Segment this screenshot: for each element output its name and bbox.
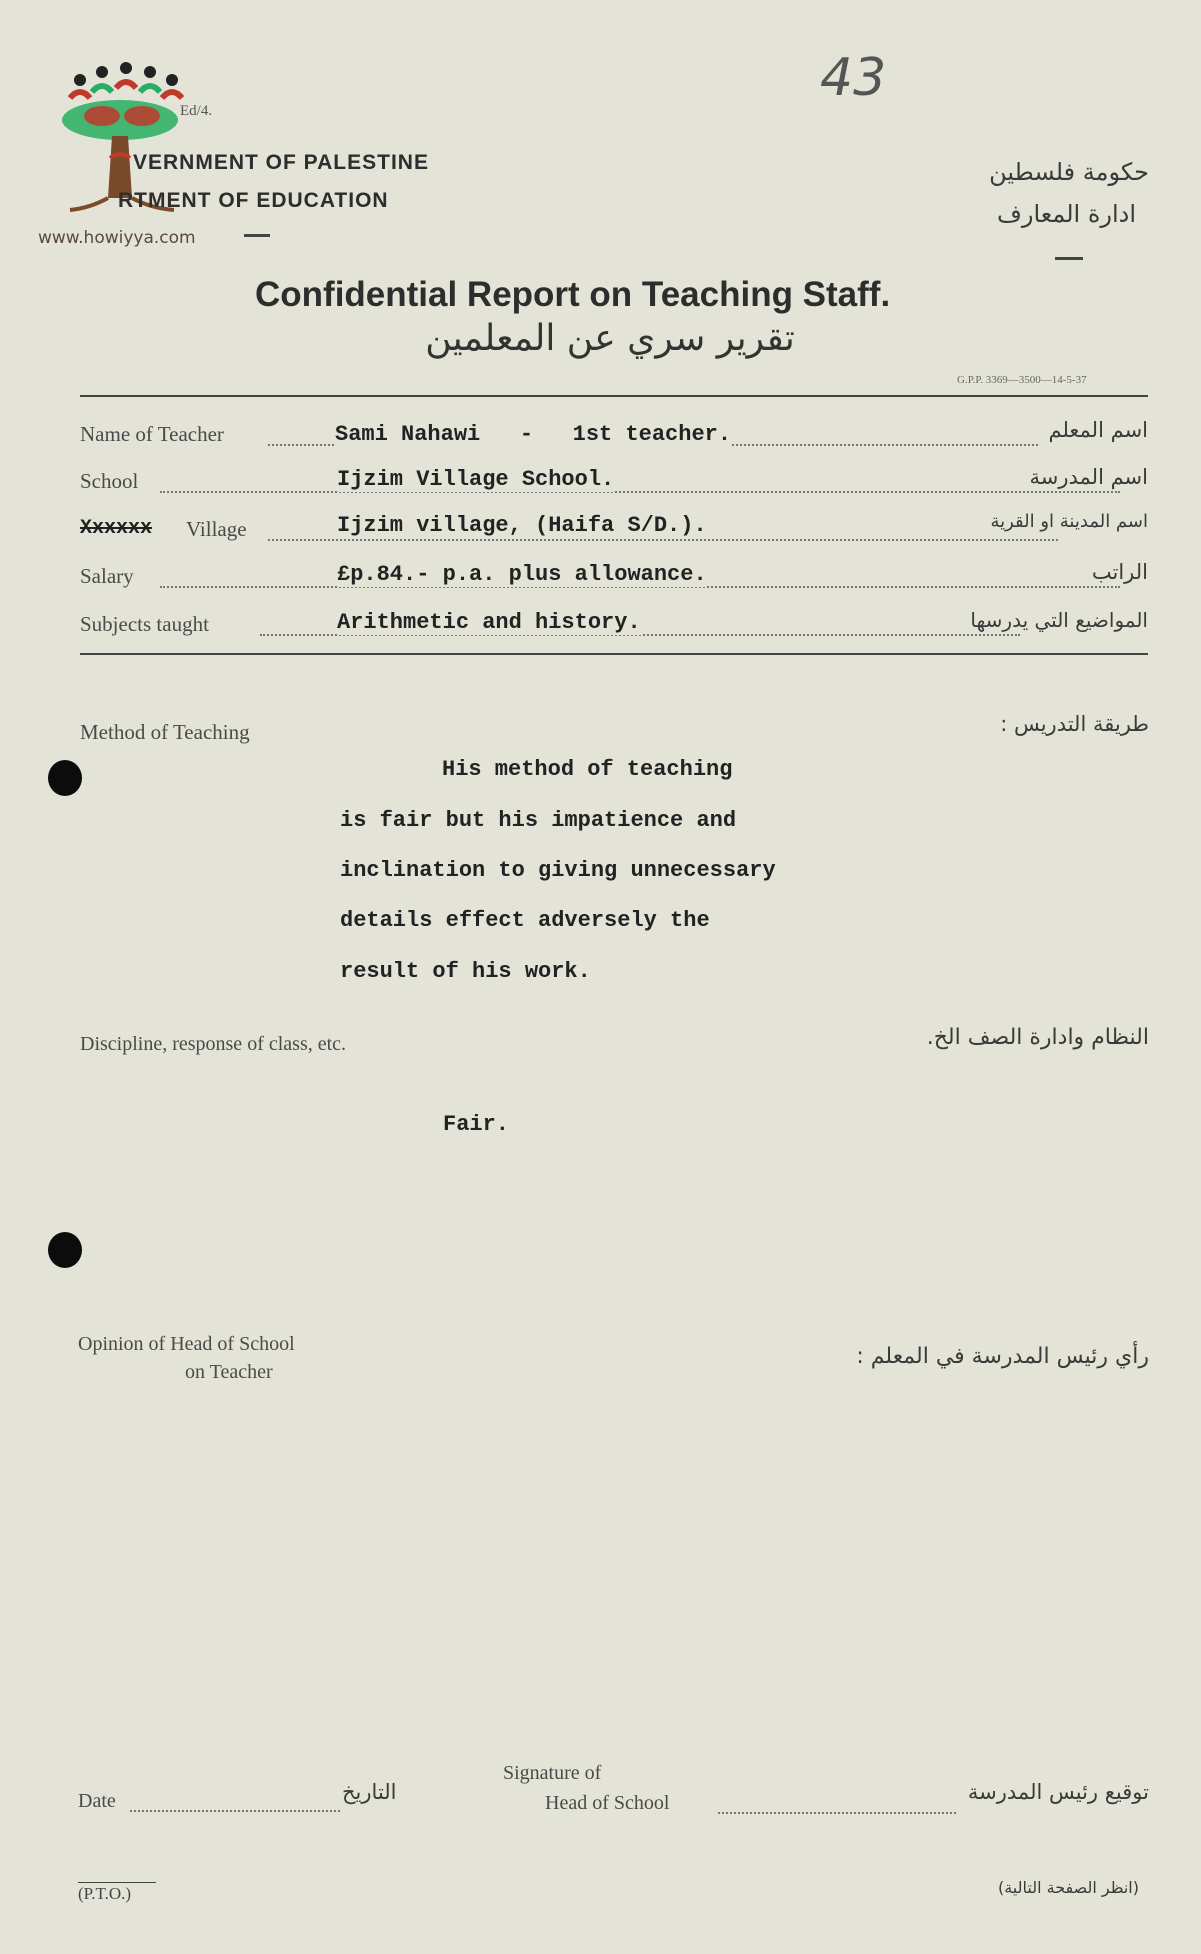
method-line-2: is fair but his impatience and xyxy=(340,808,737,833)
field-value: Ijzim Village School. xyxy=(337,467,615,492)
method-line-4: details effect adversely the xyxy=(340,908,710,933)
government-heading-arabic: حكومة فلسطين xyxy=(989,158,1149,186)
report-title-arabic: تقرير سري عن المعلمين xyxy=(425,318,795,359)
department-heading: RTMENT OF EDUCATION xyxy=(118,189,389,212)
date-dots xyxy=(130,1810,340,1812)
discipline-value: Fair. xyxy=(443,1112,510,1137)
discipline-label-arabic: النظام وادارة الصف الخ. xyxy=(926,1025,1149,1050)
field-label-arabic: اسم المدرسة xyxy=(1029,465,1148,489)
field-label-arabic: اسم المعلم xyxy=(1048,418,1148,442)
field-name-of-teacher xyxy=(80,418,1148,458)
field-value: Arithmetic and history. xyxy=(337,610,641,635)
table-top-rule xyxy=(80,395,1148,397)
field-label: Subjects taught xyxy=(80,612,209,636)
date-label: Date xyxy=(78,1790,116,1812)
method-label-arabic: طريقة التدريس : xyxy=(1000,712,1149,736)
signature-label-line-1: Signature of xyxy=(503,1762,602,1784)
field-label-struck: Xxxxxx xyxy=(80,517,153,540)
field-village xyxy=(80,511,1148,551)
print-code: G.P.P. 3369—3500—14-5-37 xyxy=(957,374,1087,386)
opinion-label-line-2: on Teacher xyxy=(185,1361,273,1383)
field-school xyxy=(80,465,1148,505)
signature-label-line-2: Head of School xyxy=(545,1792,670,1814)
field-label-arabic: الراتب xyxy=(1091,560,1148,584)
field-value: Sami Nahawi - 1st teacher. xyxy=(335,422,732,447)
pto-rule xyxy=(78,1882,156,1883)
field-value: £p.84.- p.a. plus allowance. xyxy=(337,562,707,587)
page-number: 43 xyxy=(820,48,887,108)
signature-label-arabic: توقيع رئيس المدرسة xyxy=(967,1780,1149,1804)
table-bottom-rule xyxy=(80,653,1148,655)
field-subjects-taught xyxy=(80,608,1148,648)
punch-hole-top xyxy=(48,760,82,796)
field-label: School xyxy=(80,469,139,493)
method-line-5: result of his work. xyxy=(340,959,591,984)
people-icon xyxy=(70,62,182,98)
header-dash-left xyxy=(244,234,270,237)
signature-dots xyxy=(718,1812,956,1814)
field-label-arabic: المواضيع التي يدرسها xyxy=(970,608,1148,632)
government-heading: VERNMENT OF PALESTINE xyxy=(133,151,429,174)
method-line-3: inclination to giving unnecessary xyxy=(340,858,776,883)
watermark-url: www.howiyya.com xyxy=(38,228,196,248)
pto-label-arabic: (انظر الصفحة التالية) xyxy=(997,1878,1139,1897)
field-label-arabic: اسم المدينة او القرية xyxy=(990,511,1148,532)
opinion-label-line-1: Opinion of Head of School xyxy=(78,1333,295,1355)
field-label: Name of Teacher xyxy=(80,422,224,446)
discipline-label: Discipline, response of class, etc. xyxy=(80,1033,347,1055)
header-dash-right xyxy=(1055,257,1083,260)
form-number: Ed/4. xyxy=(180,103,213,119)
report-title: Confidential Report on Teaching Staff. xyxy=(255,275,891,314)
field-dots xyxy=(268,539,1058,541)
field-value: Ijzim village, (Haifa S/D.). xyxy=(337,513,707,538)
punch-hole-bottom xyxy=(48,1232,82,1268)
field-dots xyxy=(160,491,1120,493)
field-salary xyxy=(80,560,1148,600)
field-label: Salary xyxy=(80,564,134,588)
field-label: Village xyxy=(186,517,247,541)
method-label: Method of Teaching xyxy=(80,720,250,744)
method-line-1: His method of teaching xyxy=(442,757,733,782)
department-heading-arabic: ادارة المعارف xyxy=(996,200,1136,228)
date-label-arabic: التاريخ xyxy=(342,1780,397,1804)
opinion-label-arabic: رأي رئيس المدرسة في المعلم : xyxy=(856,1344,1149,1369)
pto-label: (P.T.O.) xyxy=(78,1884,132,1903)
